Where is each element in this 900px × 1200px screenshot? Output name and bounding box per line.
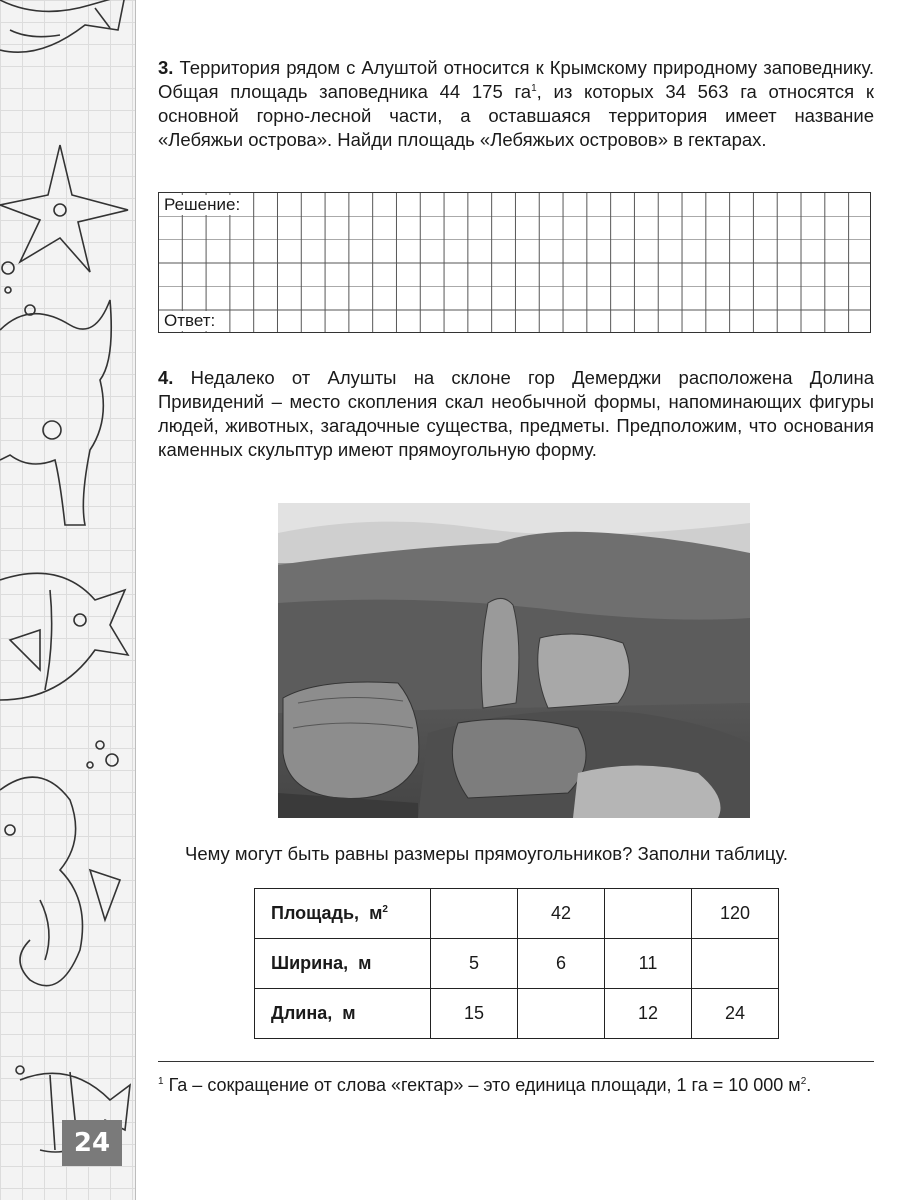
width-cell-1[interactable]: 5 xyxy=(431,939,518,989)
task-3-body-part2: , из которых 34 563 га относятся к основной горно-лесной части, а оставшаяся территория имеет название «Лебяжьи острова». Найди площадь «Лебяжьих островов» в гектарах. xyxy=(158,81,874,150)
width-cell-4[interactable] xyxy=(692,939,779,989)
task-4-body: Недалеко от Алушты на склоне гор Демерджи расположена Долина Привидений – место скопления скал необычной формы, напоминающих фигуры людей, животных, загадочные существа, предметы. Предположим, что основания каменных скульптур имеют прямоугольную форму. xyxy=(158,367,875,460)
area-label: Площадь, $м^2$ xyxy=(255,889,431,939)
length-cell-3[interactable]: 12 xyxy=(605,989,692,1039)
length-label: Длина, м xyxy=(255,989,431,1039)
page-number: 24 xyxy=(62,1120,122,1166)
table-row xyxy=(255,989,779,1039)
task-4-text xyxy=(158,366,874,462)
footnote-tail: . xyxy=(806,1075,812,1095)
sea-life-illustrations xyxy=(0,0,135,1200)
width-label: Ширина, м xyxy=(255,939,431,989)
solution-label: Решение: xyxy=(161,195,244,215)
fish-icon xyxy=(0,0,125,52)
task-3-body-part1: Территория рядом с Алуштой относится к Крымскому природному заповеднику. Общая площадь заповедника 44 175 га xyxy=(158,57,874,102)
length-cell-1[interactable]: 15 xyxy=(431,989,518,1039)
table-row xyxy=(255,939,779,989)
tropical-fish-icon xyxy=(0,573,128,700)
task-4-number: 4. xyxy=(158,367,174,388)
area-cell-4[interactable]: 120 xyxy=(692,889,779,939)
area-cell-2[interactable]: 42 xyxy=(518,889,605,939)
length-cell-4[interactable]: 24 xyxy=(692,989,779,1039)
answer-label: Ответ: xyxy=(161,311,219,331)
coral-icon xyxy=(0,300,111,525)
seahorse-icon xyxy=(0,777,120,986)
rock-formation-photo xyxy=(278,503,750,818)
solution-grid[interactable] xyxy=(158,192,871,333)
footnote-marker: 1 xyxy=(158,1076,164,1087)
footnote-unit-sup: 2 xyxy=(800,1076,807,1087)
rectangle-dimensions-table xyxy=(254,888,779,1039)
decorative-margin xyxy=(0,0,136,1200)
rock-formation-photo-icon xyxy=(278,503,750,818)
starfish-icon xyxy=(0,145,128,272)
table-row xyxy=(255,889,779,939)
area-cell-3[interactable] xyxy=(605,889,692,939)
footnote xyxy=(158,1073,874,1097)
table-question: Чему могут быть равны размеры прямоугольников? Заполни таблицу. xyxy=(185,843,788,864)
task-3-text xyxy=(158,56,874,152)
footnote-divider xyxy=(158,1061,874,1062)
width-cell-3[interactable]: 11 xyxy=(605,939,692,989)
area-cell-1[interactable] xyxy=(431,889,518,939)
task-3-number: 3. xyxy=(158,57,174,78)
task-3-footnote-ref: 1 xyxy=(531,82,537,94)
width-cell-2[interactable]: 6 xyxy=(518,939,605,989)
length-cell-2[interactable] xyxy=(518,989,605,1039)
footnote-text: Га – сокращение от слова «гектар» – это единица площади, 1 га = 10 000 м xyxy=(163,1075,801,1095)
